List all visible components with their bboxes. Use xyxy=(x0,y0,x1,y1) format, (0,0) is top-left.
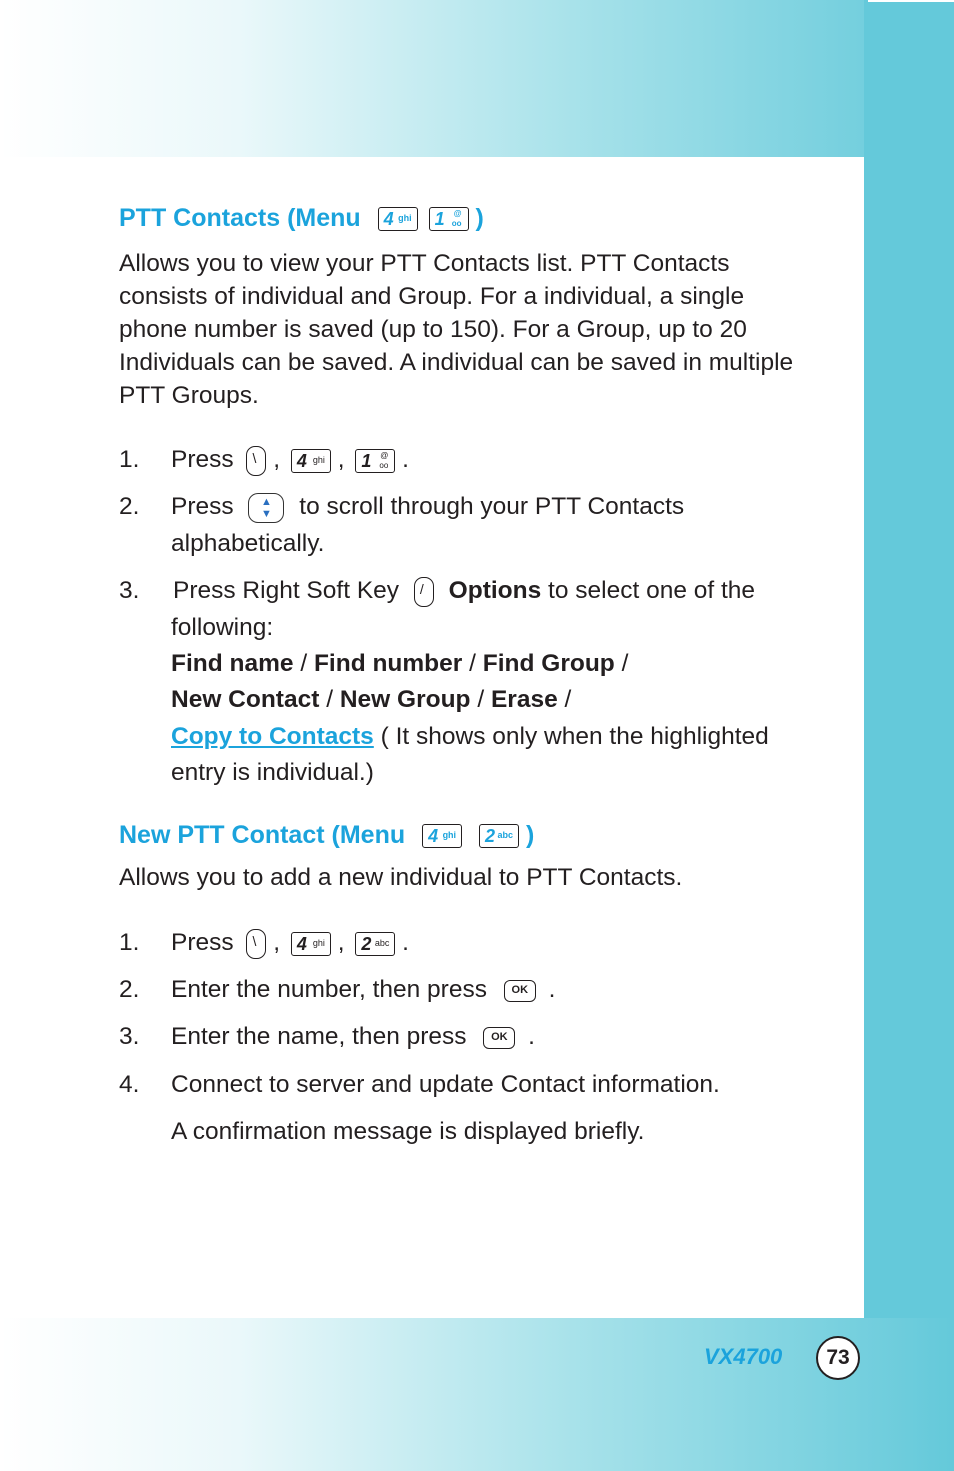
top-gradient-band xyxy=(0,0,954,157)
s1-step2-text: Press ▲ ▼ to scroll through your PTT Contacts xyxy=(171,490,684,523)
key-2-icon: 2 abc xyxy=(355,932,395,956)
bottom-gradient-band xyxy=(0,1318,954,1471)
s1-options-line2: New Contact / New Group / Erase / xyxy=(171,686,572,713)
nav-up-down-key-icon: ▲ ▼ xyxy=(248,493,284,523)
section1-intro: Allows you to view your PTT Contacts list. PTT Contacts consists of individual and Group. For a individual, a single phone number is saved (up to 150). For a Group, up to 20 Individuals can be saved. A individual can be saved in multiple PTT Groups. xyxy=(119,250,794,409)
s1-step1-text: Press \ , 4 ghi , 1 @ oo . xyxy=(171,443,409,476)
s1-step2-line2: alphabetically. xyxy=(171,530,325,557)
key-1-icon: 1 @ oo xyxy=(429,207,469,231)
s2-step1-number: 1. xyxy=(119,929,140,956)
key-1-icon: 1 @ oo xyxy=(355,449,395,473)
s2-step4-text: Connect to server and update Contact information. xyxy=(171,1071,720,1098)
s2-step2-number: 2. xyxy=(119,976,140,1003)
s2-step3-number: 3. xyxy=(119,1023,140,1050)
key-4-icon: 4 ghi xyxy=(378,207,418,231)
s1-step3-line2: following: xyxy=(171,614,274,641)
s1-step3-number: 3. xyxy=(119,577,140,604)
copy-to-contacts-link[interactable]: Copy to Contacts xyxy=(171,723,374,750)
key-4-icon: 4 ghi xyxy=(422,824,462,848)
s2-step1-text: Press \ , 4 ghi , 2 abc . xyxy=(171,926,409,959)
section-heading-ptt-contacts: PTT Contacts (Menu 4 ghi 1 @ oo ) xyxy=(119,204,484,232)
s1-options-line3: Copy to Contacts ( It shows only when the highlighted xyxy=(171,723,769,750)
s1-options-line1: Find name / Find number / Find Group / xyxy=(171,650,629,677)
key-4-icon: 4 ghi xyxy=(291,449,331,473)
s2-step4-line2: A confirmation message is displayed briefly. xyxy=(171,1118,645,1145)
left-soft-key-icon: \ xyxy=(246,929,266,959)
s2-step3-text: Enter the name, then press OK . xyxy=(171,1023,535,1050)
top-edge-line xyxy=(868,0,954,2)
s1-step3-text: Press Right Soft Key / Options to select one of the xyxy=(173,574,755,607)
left-soft-key-icon: \ xyxy=(246,446,266,476)
s2-step4-number: 4. xyxy=(119,1071,140,1098)
ok-key-icon: OK xyxy=(483,1027,515,1049)
key-4-icon: 4 ghi xyxy=(291,932,331,956)
section-heading-new-ptt-contact: New PTT Contact (Menu 4 ghi 2 abc ) xyxy=(119,821,535,849)
s2-step2-text: Enter the number, then press OK . xyxy=(171,976,556,1003)
s1-step2-number: 2. xyxy=(119,493,140,520)
section2-intro: Allows you to add a new individual to PTT Contacts. xyxy=(119,864,683,891)
ok-key-icon: OK xyxy=(504,980,536,1002)
s1-step1-number: 1. xyxy=(119,446,140,473)
model-name: VX4700 xyxy=(704,1344,783,1369)
right-soft-key-icon: / xyxy=(414,577,434,607)
key-2-icon: 2 abc xyxy=(479,824,519,848)
page-number-badge: 73 xyxy=(816,1336,860,1380)
s1-options-line4: entry is individual.) xyxy=(171,759,374,786)
right-side-band xyxy=(864,0,954,1471)
